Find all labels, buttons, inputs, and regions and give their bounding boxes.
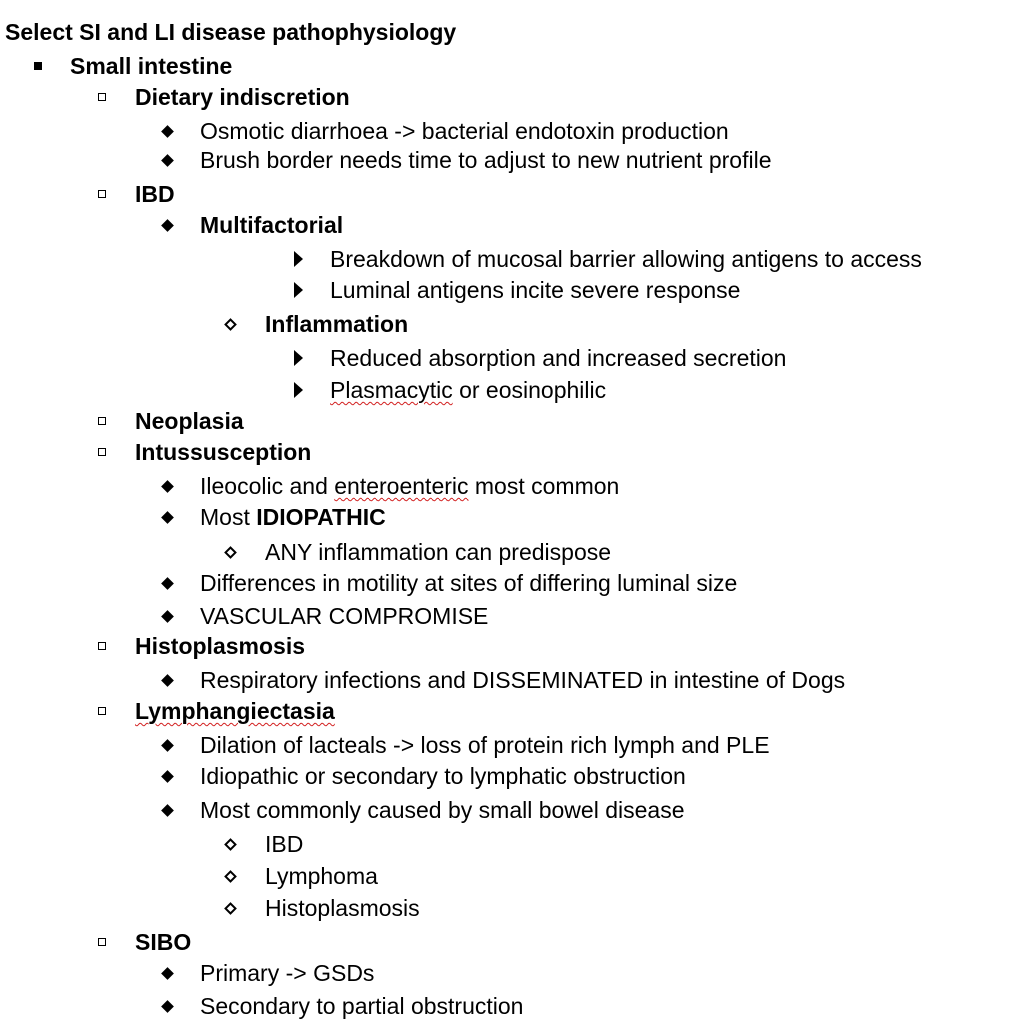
item-text xyxy=(200,470,619,502)
item-text: Histoplasmosis xyxy=(265,895,420,921)
arrow-bullet-icon xyxy=(288,374,308,406)
open-square-bullet-icon xyxy=(92,630,112,662)
item-text: Secondary to partial obstruction xyxy=(200,993,524,1019)
topic-heading: IBD xyxy=(135,181,175,207)
item-text: Reduced absorption and increased secretion xyxy=(330,345,787,371)
item-text: Brush border needs time to adjust to new nutrient profile xyxy=(200,147,772,173)
item-text xyxy=(330,374,606,406)
open-square-bullet-icon xyxy=(92,436,112,468)
topic-heading: Lymphangiectasia xyxy=(135,698,335,724)
diamond-bullet-icon xyxy=(157,957,177,989)
open-square-bullet-icon xyxy=(92,926,112,958)
spellcheck-word[interactable]: Plasmacytic xyxy=(330,377,453,403)
diamond-bullet-icon xyxy=(157,664,177,696)
diamond-bullet-icon xyxy=(157,794,177,826)
open-square-bullet-icon xyxy=(92,695,112,727)
open-diamond-bullet-icon xyxy=(220,860,240,892)
open-square-bullet-icon xyxy=(92,178,112,210)
item-text-start: Ileocolic and xyxy=(200,473,335,499)
diamond-bullet-icon xyxy=(157,600,177,632)
arrow-bullet-icon xyxy=(288,342,308,374)
open-diamond-bullet-icon xyxy=(220,892,240,924)
title-text: Select SI and LI disease pathophysiology xyxy=(5,19,457,45)
item-text: Breakdown of mucosal barrier allowing antigens to access xyxy=(330,246,922,272)
spellcheck-word[interactable]: enteroenteric xyxy=(334,473,469,499)
topic-heading: SIBO xyxy=(135,929,192,955)
item-text: Primary -> GSDs xyxy=(200,960,375,986)
diamond-bullet-icon xyxy=(157,470,177,502)
open-diamond-bullet-icon xyxy=(220,536,240,568)
item-text-rest: or eosinophilic xyxy=(452,377,607,403)
item-text: Respiratory infections and DISSEMINATED in intestine of Dogs xyxy=(200,667,846,693)
item-text: Luminal antigens incite severe response xyxy=(330,277,741,303)
open-diamond-bullet-icon xyxy=(220,308,240,340)
item-text-start: Most xyxy=(200,504,257,530)
item-text: VASCULAR COMPROMISE xyxy=(200,603,489,629)
open-square-bullet-icon xyxy=(92,405,112,437)
arrow-bullet-icon xyxy=(288,243,308,275)
item-text: Lymphoma xyxy=(265,863,378,889)
diamond-bullet-icon xyxy=(157,144,177,176)
subtopic-heading: Multifactorial xyxy=(200,212,344,238)
open-square-bullet-icon xyxy=(92,81,112,113)
item-text xyxy=(200,501,386,533)
topic-heading: Neoplasia xyxy=(135,408,244,434)
diamond-bullet-icon xyxy=(157,760,177,792)
diamond-bullet-icon xyxy=(157,990,177,1022)
subtopic-heading: Inflammation xyxy=(265,311,409,337)
diamond-bullet-icon xyxy=(157,729,177,761)
section-heading: Small intestine xyxy=(70,53,233,79)
item-text: Idiopathic or secondary to lymphatic obstruction xyxy=(200,763,686,789)
topic-heading: Histoplasmosis xyxy=(135,633,305,659)
diamond-bullet-icon xyxy=(157,209,177,241)
diamond-bullet-icon xyxy=(157,115,177,147)
item-text: IBD xyxy=(265,831,304,857)
diamond-bullet-icon xyxy=(157,501,177,533)
open-diamond-bullet-icon xyxy=(220,828,240,860)
item-text: Most commonly caused by small bowel disease xyxy=(200,797,685,823)
square-bullet-icon xyxy=(28,50,48,82)
emphasis-text: IDIOPATHIC xyxy=(256,504,386,530)
item-text: Dilation of lacteals -> loss of protein rich lymph and PLE xyxy=(200,732,770,758)
arrow-bullet-icon xyxy=(288,274,308,306)
diamond-bullet-icon xyxy=(157,567,177,599)
item-text: Osmotic diarrhoea -> bacterial endotoxin production xyxy=(200,118,729,144)
item-text-end: most common xyxy=(468,473,620,499)
topic-heading: Dietary indiscretion xyxy=(135,84,350,110)
item-text: Differences in motility at sites of differing luminal size xyxy=(200,570,738,596)
topic-heading: Intussusception xyxy=(135,439,312,465)
item-text: ANY inflammation can predispose xyxy=(265,539,612,565)
